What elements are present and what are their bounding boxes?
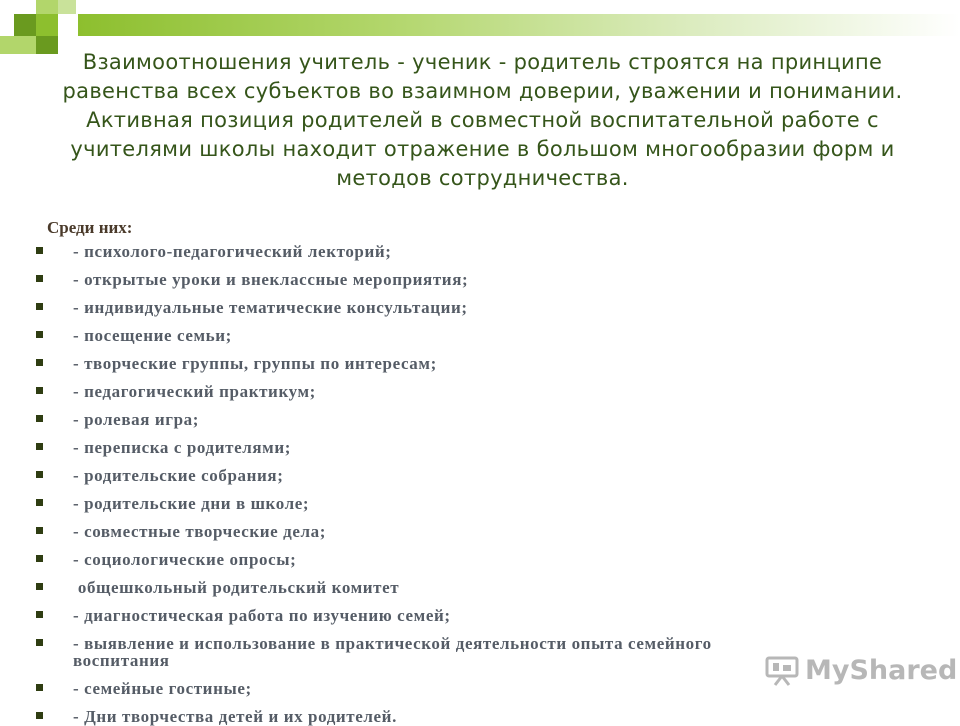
list-item: - творческие группы, группы по интересам; — [0, 355, 780, 372]
bullet-icon — [36, 387, 43, 394]
list-item: - родительские собрания; — [0, 467, 780, 484]
list-item: - педагогический практикум; — [0, 383, 780, 400]
bullet-icon — [36, 684, 43, 691]
bullet-icon — [36, 527, 43, 534]
deco-square-dark — [14, 14, 36, 36]
bullet-icon — [36, 611, 43, 618]
bullet-icon — [36, 331, 43, 338]
deco-square-light — [0, 36, 14, 54]
list-item: - выявление и использование в практической деятельности опыта семейного воспитания — [0, 635, 733, 669]
list-item: - Дни творчества детей и их родителей. — [0, 708, 780, 725]
list-item: - переписка с родителями; — [0, 439, 780, 456]
deco-square-light — [14, 36, 36, 54]
list-item: - психолого-педагогический лекторий; — [0, 243, 780, 260]
bullet-icon — [36, 275, 43, 282]
list-item: - социологические опросы; — [0, 551, 780, 568]
list-item: - открытые уроки и внеклассные мероприятия; — [0, 271, 780, 288]
watermark-text: MyShared — [805, 655, 958, 686]
list-item: - семейные гостиные; — [0, 680, 780, 697]
list-item: - индивидуальные тематические консультации; — [0, 299, 780, 316]
bullet-icon — [36, 415, 43, 422]
bullet-icon — [36, 583, 43, 590]
slide-title: Взаимоотношения учитель - ученик - родитель строятся на принципе равенства всех субъектов во взаимном доверии, уважении и понимании. Активная позиция родителей в совместной воспитательной работе с учителями школы находит отражение в большом многообразии форм и методов сотрудничества. — [62, 50, 903, 190]
methods-list — [0, 243, 780, 725]
list-item: - совместные творческие дела; — [0, 523, 780, 540]
bullet-icon — [36, 443, 43, 450]
deco-square-light — [36, 0, 58, 14]
bullet-icon — [36, 555, 43, 562]
bullet-icon — [36, 471, 43, 478]
bullet-icon — [36, 359, 43, 366]
list-item: - родительские дни в школе; — [0, 495, 780, 512]
bullet-icon — [36, 499, 43, 506]
list-intro: Среди них: — [47, 218, 133, 237]
deco-square-dark — [36, 36, 58, 54]
bullet-icon — [36, 639, 43, 646]
presentation-board-icon — [765, 656, 799, 686]
list-item: - посещение семьи; — [0, 327, 780, 344]
list-item: - диагностическая работа по изучению семей; — [0, 607, 780, 624]
bullet-icon — [36, 712, 43, 719]
deco-square-light — [58, 0, 76, 14]
list-item: общешкольный родительский комитет — [0, 579, 780, 596]
bullet-icon — [36, 303, 43, 310]
bullet-icon — [36, 247, 43, 254]
deco-square-dark — [36, 14, 58, 36]
watermark — [765, 655, 957, 686]
header-gradient-bar — [78, 14, 960, 36]
list-item: - ролевая игра; — [0, 411, 780, 428]
